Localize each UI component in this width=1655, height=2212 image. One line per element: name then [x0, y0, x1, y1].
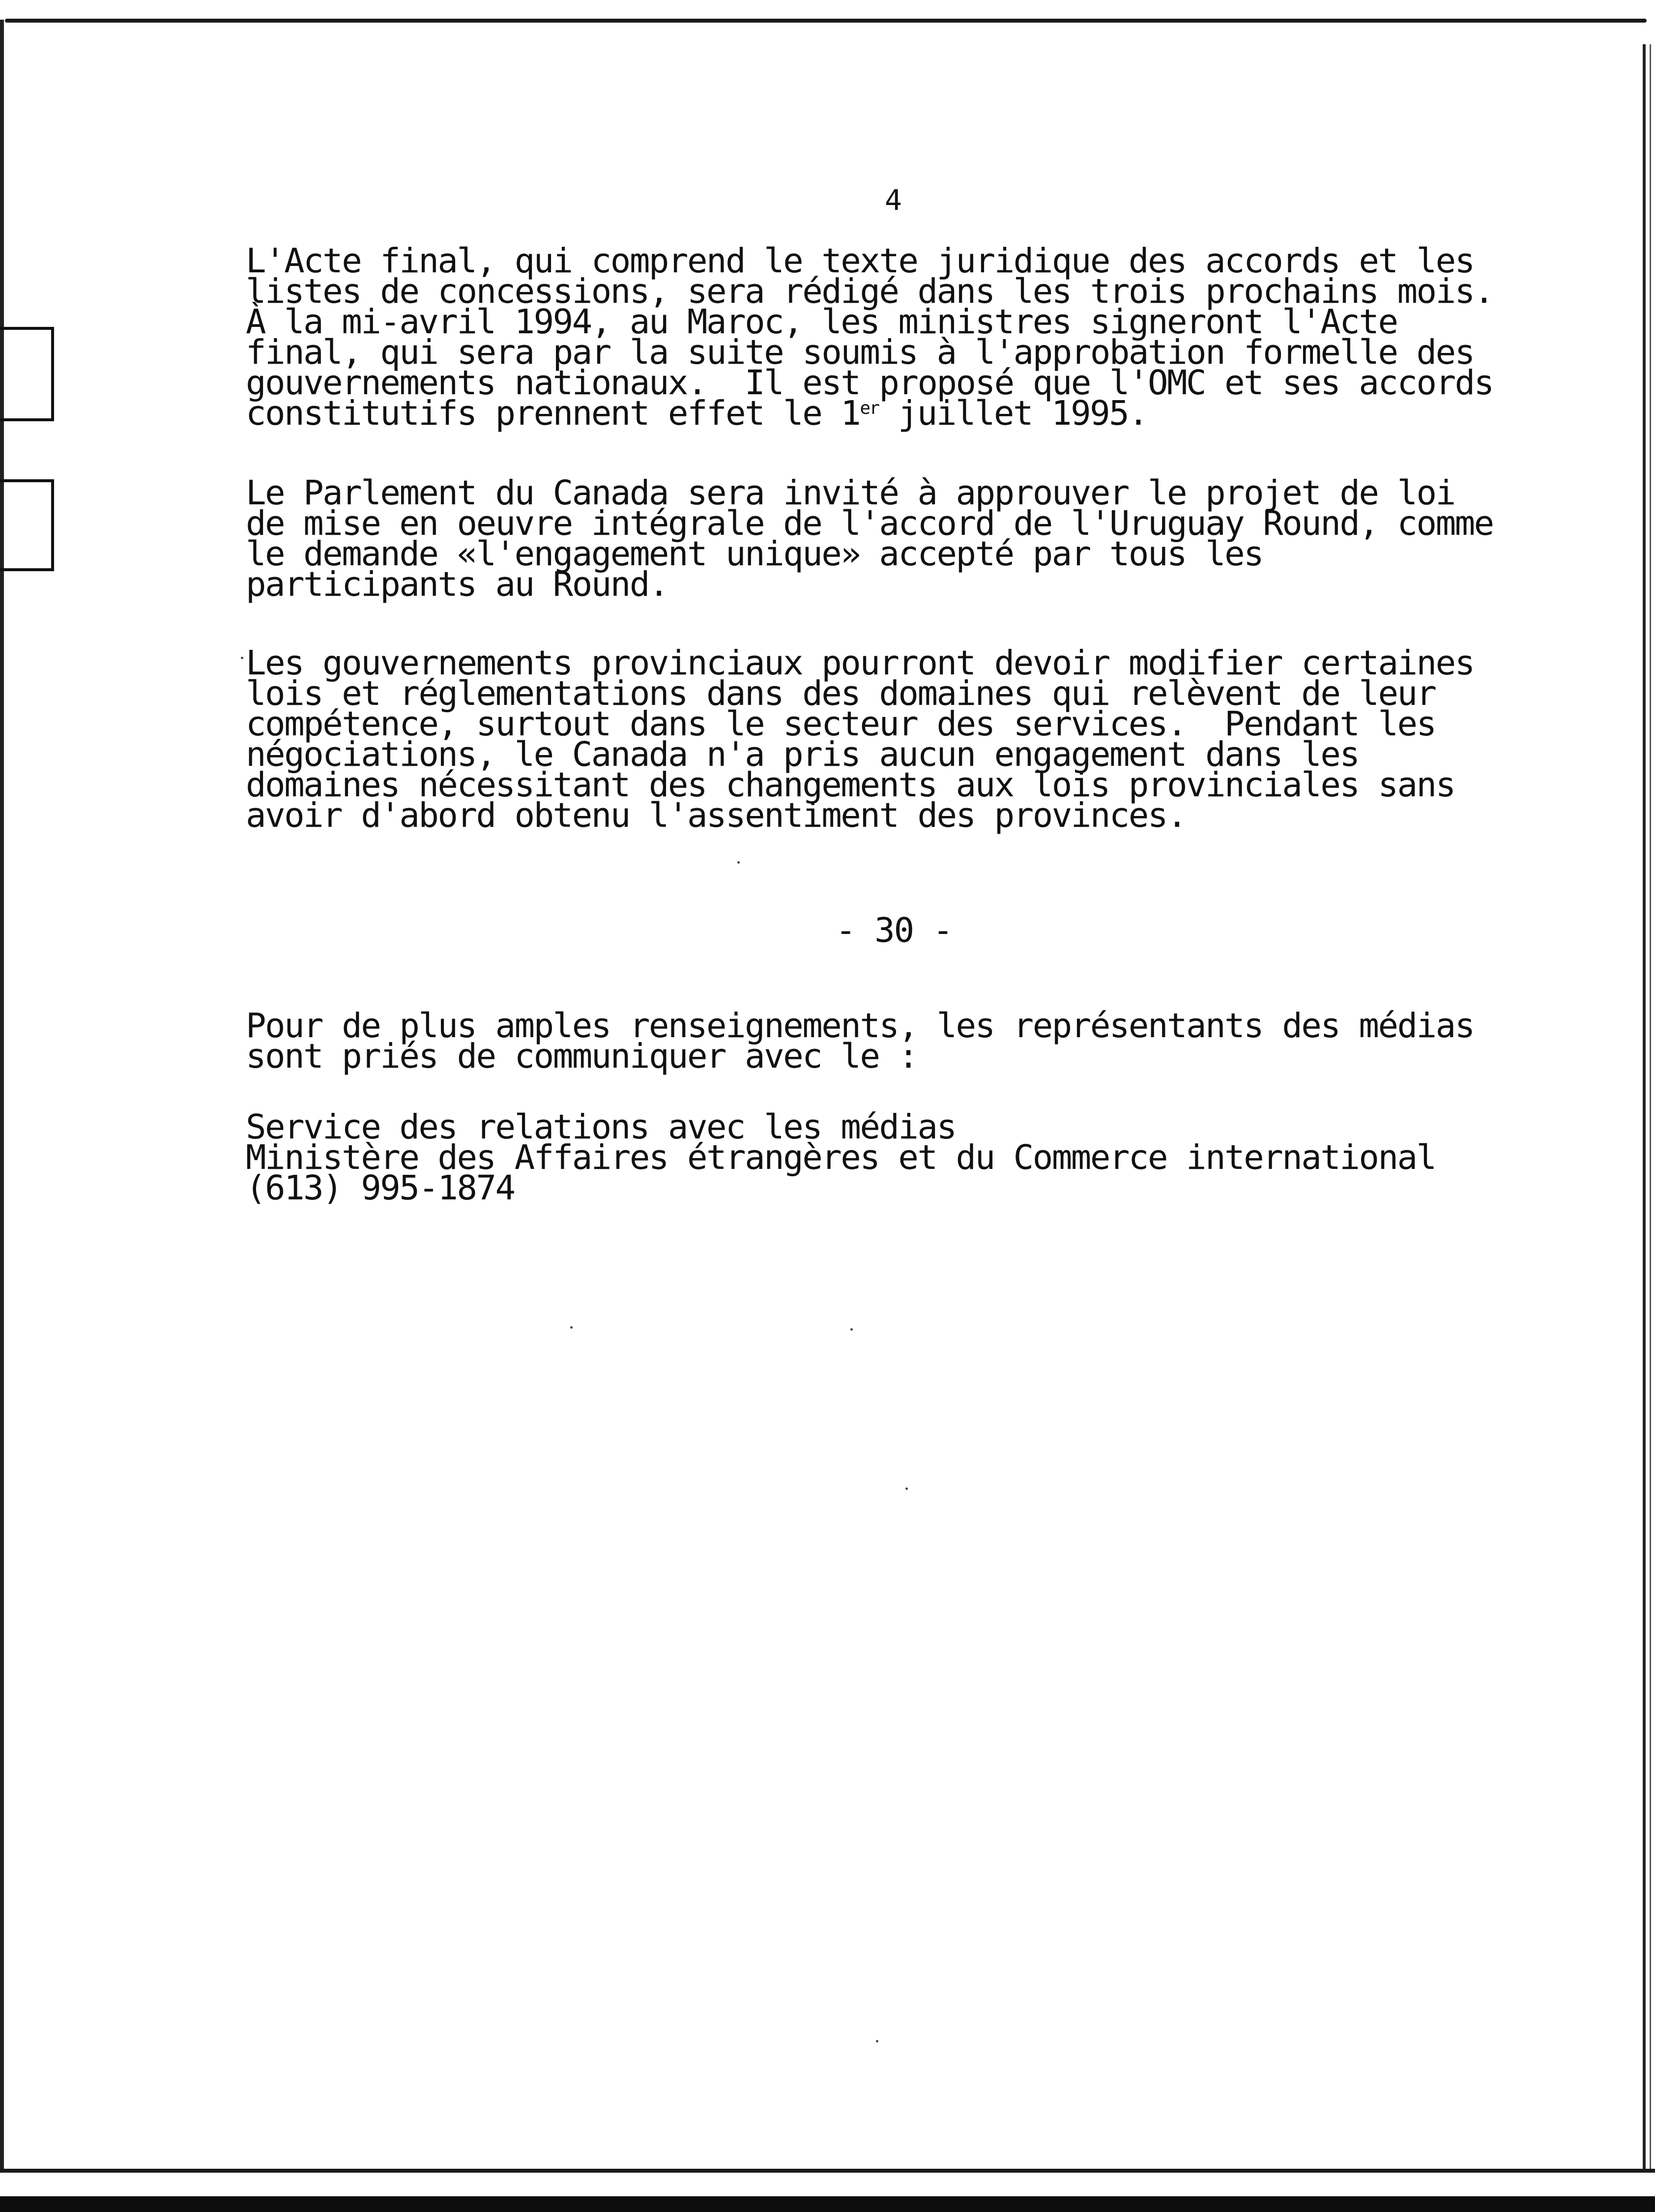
- scan-speck: [876, 2040, 878, 2042]
- text-segment: juillet 1995.: [878, 394, 1148, 433]
- text-line: Les gouvernements provinciaux pourront devoir modifier certaines: [246, 643, 1474, 683]
- text-line: le demande «l'engagement unique» accepté par tous les: [246, 534, 1263, 574]
- paragraph-gouvernements-provinciaux: [246, 643, 1583, 835]
- margin-bracket: [0, 327, 54, 421]
- contact-phone: (613) 995-1874: [246, 1168, 515, 1208]
- paragraph-acte-final: [246, 241, 1583, 433]
- end-marker: - 30 -: [836, 911, 953, 950]
- text-line: À la mi-avril 1994, au Maroc, les ministres signeront l'Acte: [246, 302, 1397, 342]
- scan-border-right: [1643, 44, 1646, 2173]
- text-line: avoir d'abord obtenu l'assentiment des provinces.: [246, 796, 1187, 835]
- text-line: final, qui sera par la suite soumis à l'approbation formelle des: [246, 333, 1474, 372]
- text-line: compétence, surtout dans le secteur des services. Pendant les: [246, 704, 1436, 744]
- margin-bracket: [0, 479, 54, 571]
- scan-speck: [737, 861, 740, 864]
- text-line: L'Acte final, qui comprend le texte juridique des accords et les: [246, 241, 1474, 281]
- scan-border-bottom: [0, 2169, 1655, 2173]
- scan-speck: [905, 1487, 908, 1490]
- scan-speck: [241, 657, 243, 659]
- text-line: sont priés de communiquer avec le :: [246, 1037, 918, 1076]
- contact-block: [246, 1107, 1583, 1208]
- superscript: er: [860, 398, 879, 418]
- contact-ministry: Ministère des Affaires étrangères et du Commerce international: [246, 1138, 1436, 1177]
- text-line: [246, 394, 1583, 433]
- text-line: lois et réglementations dans des domaines qui relèvent de leur: [246, 674, 1436, 713]
- text-line: Le Parlement du Canada sera invité à approuver le projet de loi: [246, 473, 1455, 513]
- text-line: participants au Round.: [246, 565, 668, 604]
- paragraph-renseignements: [246, 1006, 1583, 1076]
- page-number: 4: [885, 183, 902, 217]
- text-line: négociations, le Canada n'a pris aucun engagement dans les: [246, 735, 1359, 774]
- text-line: Pour de plus amples renseignements, les représentants des médias: [246, 1006, 1474, 1046]
- text-line: domaines nécessitant des changements aux lois provinciales sans: [246, 765, 1455, 805]
- scan-border-right-inner: [1650, 44, 1651, 2173]
- contact-service: Service des relations avec les médias: [246, 1107, 956, 1147]
- text-line: listes de concessions, sera rédigé dans les trois prochains mois.: [246, 272, 1493, 311]
- paragraph-parlement: [246, 473, 1583, 604]
- scan-speck: [570, 1326, 573, 1329]
- scan-speck: [850, 1328, 853, 1331]
- scan-bottom-bar: [0, 2196, 1655, 2212]
- scan-border-top: [5, 19, 1647, 23]
- text-line: gouvernements nationaux. Il est proposé que l'OMC et ses accords: [246, 363, 1493, 403]
- text-segment: constitutifs prennent effet le 1: [246, 394, 860, 433]
- text-line: de mise en oeuvre intégrale de l'accord de l'Uruguay Round, comme: [246, 504, 1493, 543]
